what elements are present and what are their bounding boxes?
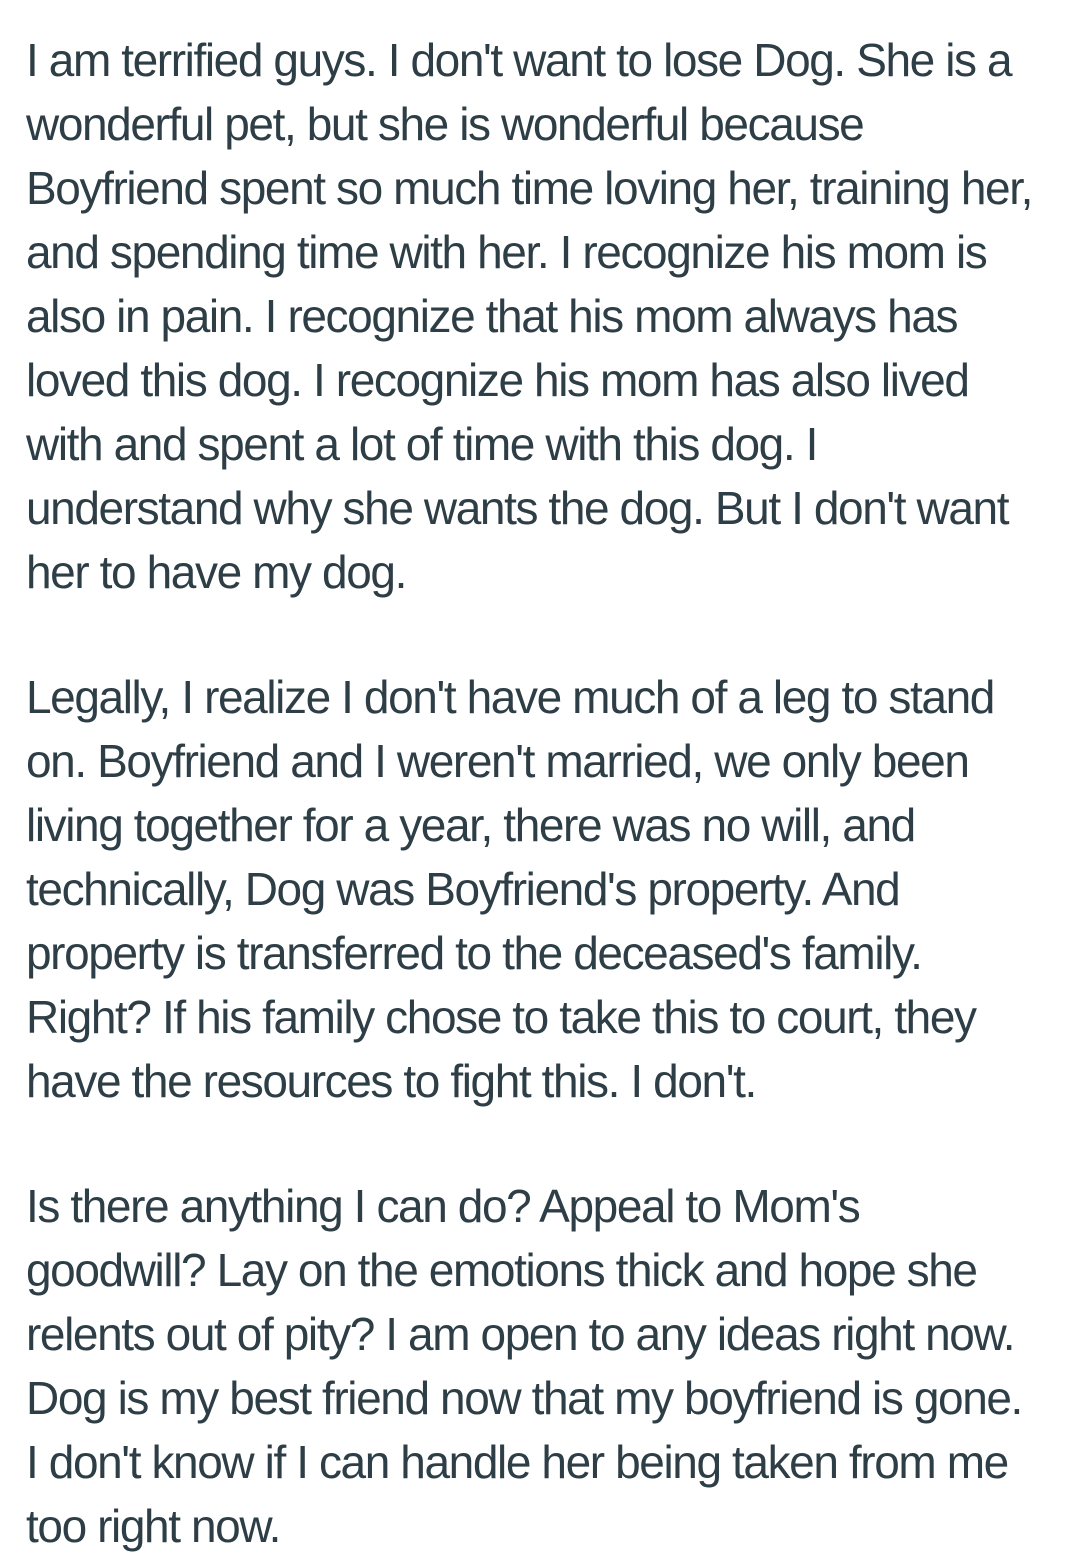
post-paragraph-3: Is there anything I can do? Appeal to Mom's goodwill? Lay on the emotions thick and hope she relents out of pity? I am open to any ideas right now. Dog is my best friend now that my boyfriend is gone. I don't know if I can handle her being taken from me too right now. [26, 1180, 1022, 1552]
post-paragraph-2: Legally, I realize I don't have much of a leg to stand on. Boyfriend and I weren't married, we only been living together for a year, there was no will, and technically, Dog was Boyfriend's property. And property is transferred to the deceased's family. Right? If his family chose to take this to court, they have the resources to fight this. I don't. [26, 671, 994, 1107]
post-paragraph-1: I am terrified guys. I don't want to lose Dog. She is a wonderful pet, but she is wonderful because Boyfriend spent so much time loving her, training her, and spending time with her. I recognize his mom is also in pain. I recognize that his mom always has loved this dog. I recognize his mom has also lived with and spent a lot of time with this dog. I understand why she wants the dog. But I don't want her to have my dog. [26, 34, 1032, 598]
